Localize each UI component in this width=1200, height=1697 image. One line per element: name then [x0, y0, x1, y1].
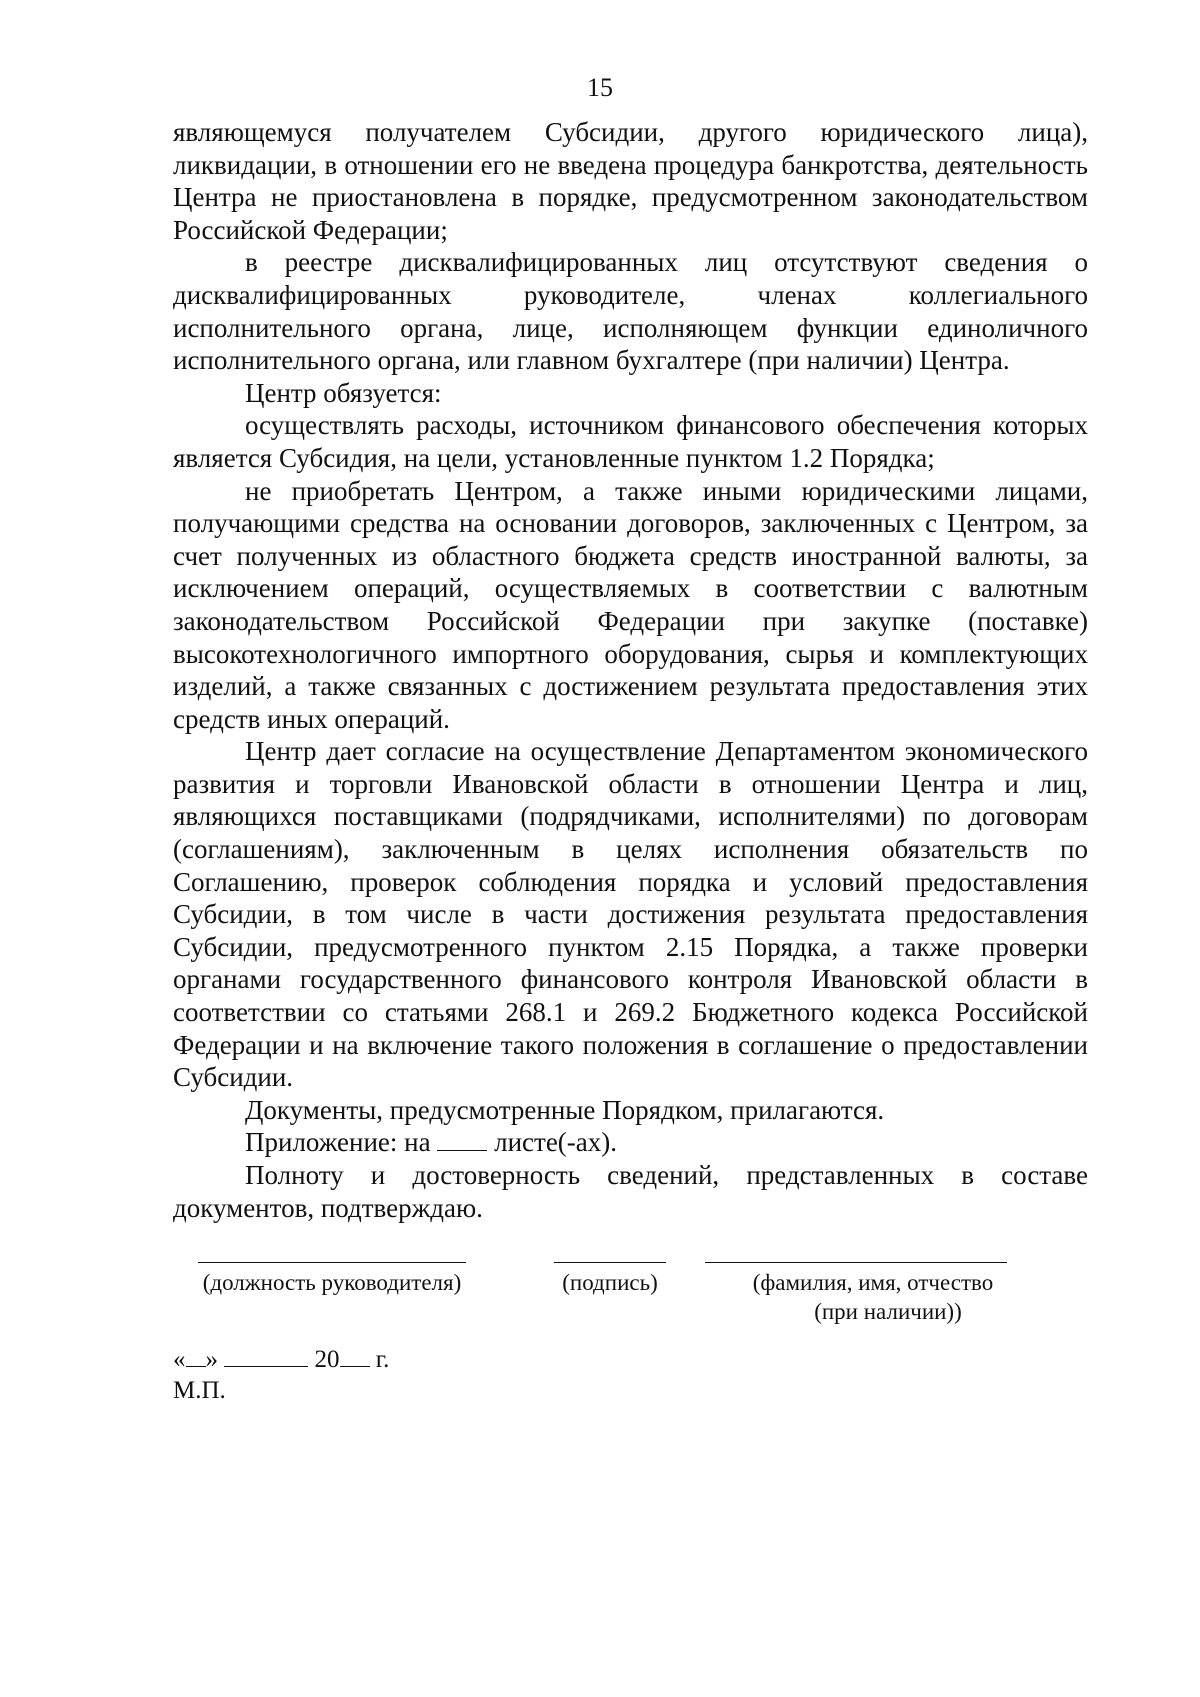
paragraph-disqualified-registry: в реестре дисквалифицированных лиц отсутствуют сведения о дисквалифицированных руководителе, членах коллегиального исполнительного органа, лице, исполняющем функции единоличного исполнительного органа, или главном бухгалтере (при наличии) Центра. [173, 247, 1088, 376]
date-line [173, 1344, 389, 1375]
date-open-quote: « [173, 1346, 186, 1373]
attachment-prefix: Приложение: на [245, 1127, 431, 1158]
paragraph-documents-attached: Документы, предусмотренные Порядком, прилагаются. [245, 1094, 885, 1125]
date-year-suffix: г. [375, 1346, 390, 1373]
paragraph-foreign-currency: не приобретать Центром, а также иными юридическими лицами, получающими средства на основании договоров, заключенных с Центром, за счет полученных из областного бюджета средств иностранной валюты, за исключением операций, осуществляемых в соответствии с валютным законодательством Российской Федерации при закупке (поставке) высокотехнологичного импортного оборудования, сырья и комплектующих изделий, а также связанных с достижением результата предоставления этих средств иных операций. [173, 475, 1088, 734]
full-name-line [705, 1262, 1007, 1263]
paragraph-confirmation: Полноту и достоверность сведений, представленных в составе документов, подтверждаю. [173, 1160, 1088, 1223]
paragraph-center-obligations: Центр обязуется: [245, 377, 442, 408]
paragraph-expenses: осуществлять расходы, источником финансового обеспечения которых является Субсидия, на цели, установленные пунктом 1.2 Порядка; [173, 410, 1088, 473]
paragraph-attachment [173, 1126, 1088, 1159]
day-blank [186, 1344, 206, 1367]
full-name-caption-line1: (фамилия, имя, отчество [752, 1270, 994, 1295]
page-number: 15 [587, 73, 613, 102]
position-line [198, 1262, 466, 1263]
attachment-suffix: листе(-ах). [494, 1127, 618, 1158]
signature-caption: (подпись) [562, 1270, 658, 1295]
date-close-quote: » [205, 1346, 218, 1373]
full-name-caption-line2: (при наличии)) [814, 1299, 962, 1324]
position-caption: (должность руководителя) [202, 1270, 462, 1295]
signature-block [173, 1262, 1088, 1342]
year-blank [340, 1344, 370, 1367]
paragraph-consent: Центр дает согласие на осуществление Департаментом экономического развития и торговли Ивановской области в отношении Центра и лиц, являющихся поставщиками (подрядчиками, исполнителями) по договорам (соглашениям), заключенным в целях исполнения обязательств по Соглашению, проверок соблюдения порядка и условий предоставления Субсидии, в том числе в части достижения результата предоставления Субсидии, предусмотренного пунктом 2.15 Порядка, а также проверки органами государственного финансового контроля Ивановской области в соответствии со статьями 268.1 и 269.2 Бюджетного кодекса Российской Федерации и на включение такого положения в соглашение о предоставлении Субсидии. [173, 736, 1088, 1093]
signature-line [554, 1262, 666, 1263]
paragraph-continuation: являющемуся получателем Субсидии, другого юридического лица), ликвидации, в отношении его не введена процедура банкротства, деятельность Центра не приостановлена в порядке, предусмотренном законодательством Российской Федерации; [173, 117, 1088, 245]
document-body [173, 116, 1088, 1224]
stamp-placeholder: М.П. [173, 1377, 226, 1404]
attachment-sheets-blank [437, 1128, 487, 1151]
date-century: 20 [314, 1346, 340, 1373]
full-name-caption [703, 1268, 1043, 1326]
month-blank [224, 1344, 308, 1367]
